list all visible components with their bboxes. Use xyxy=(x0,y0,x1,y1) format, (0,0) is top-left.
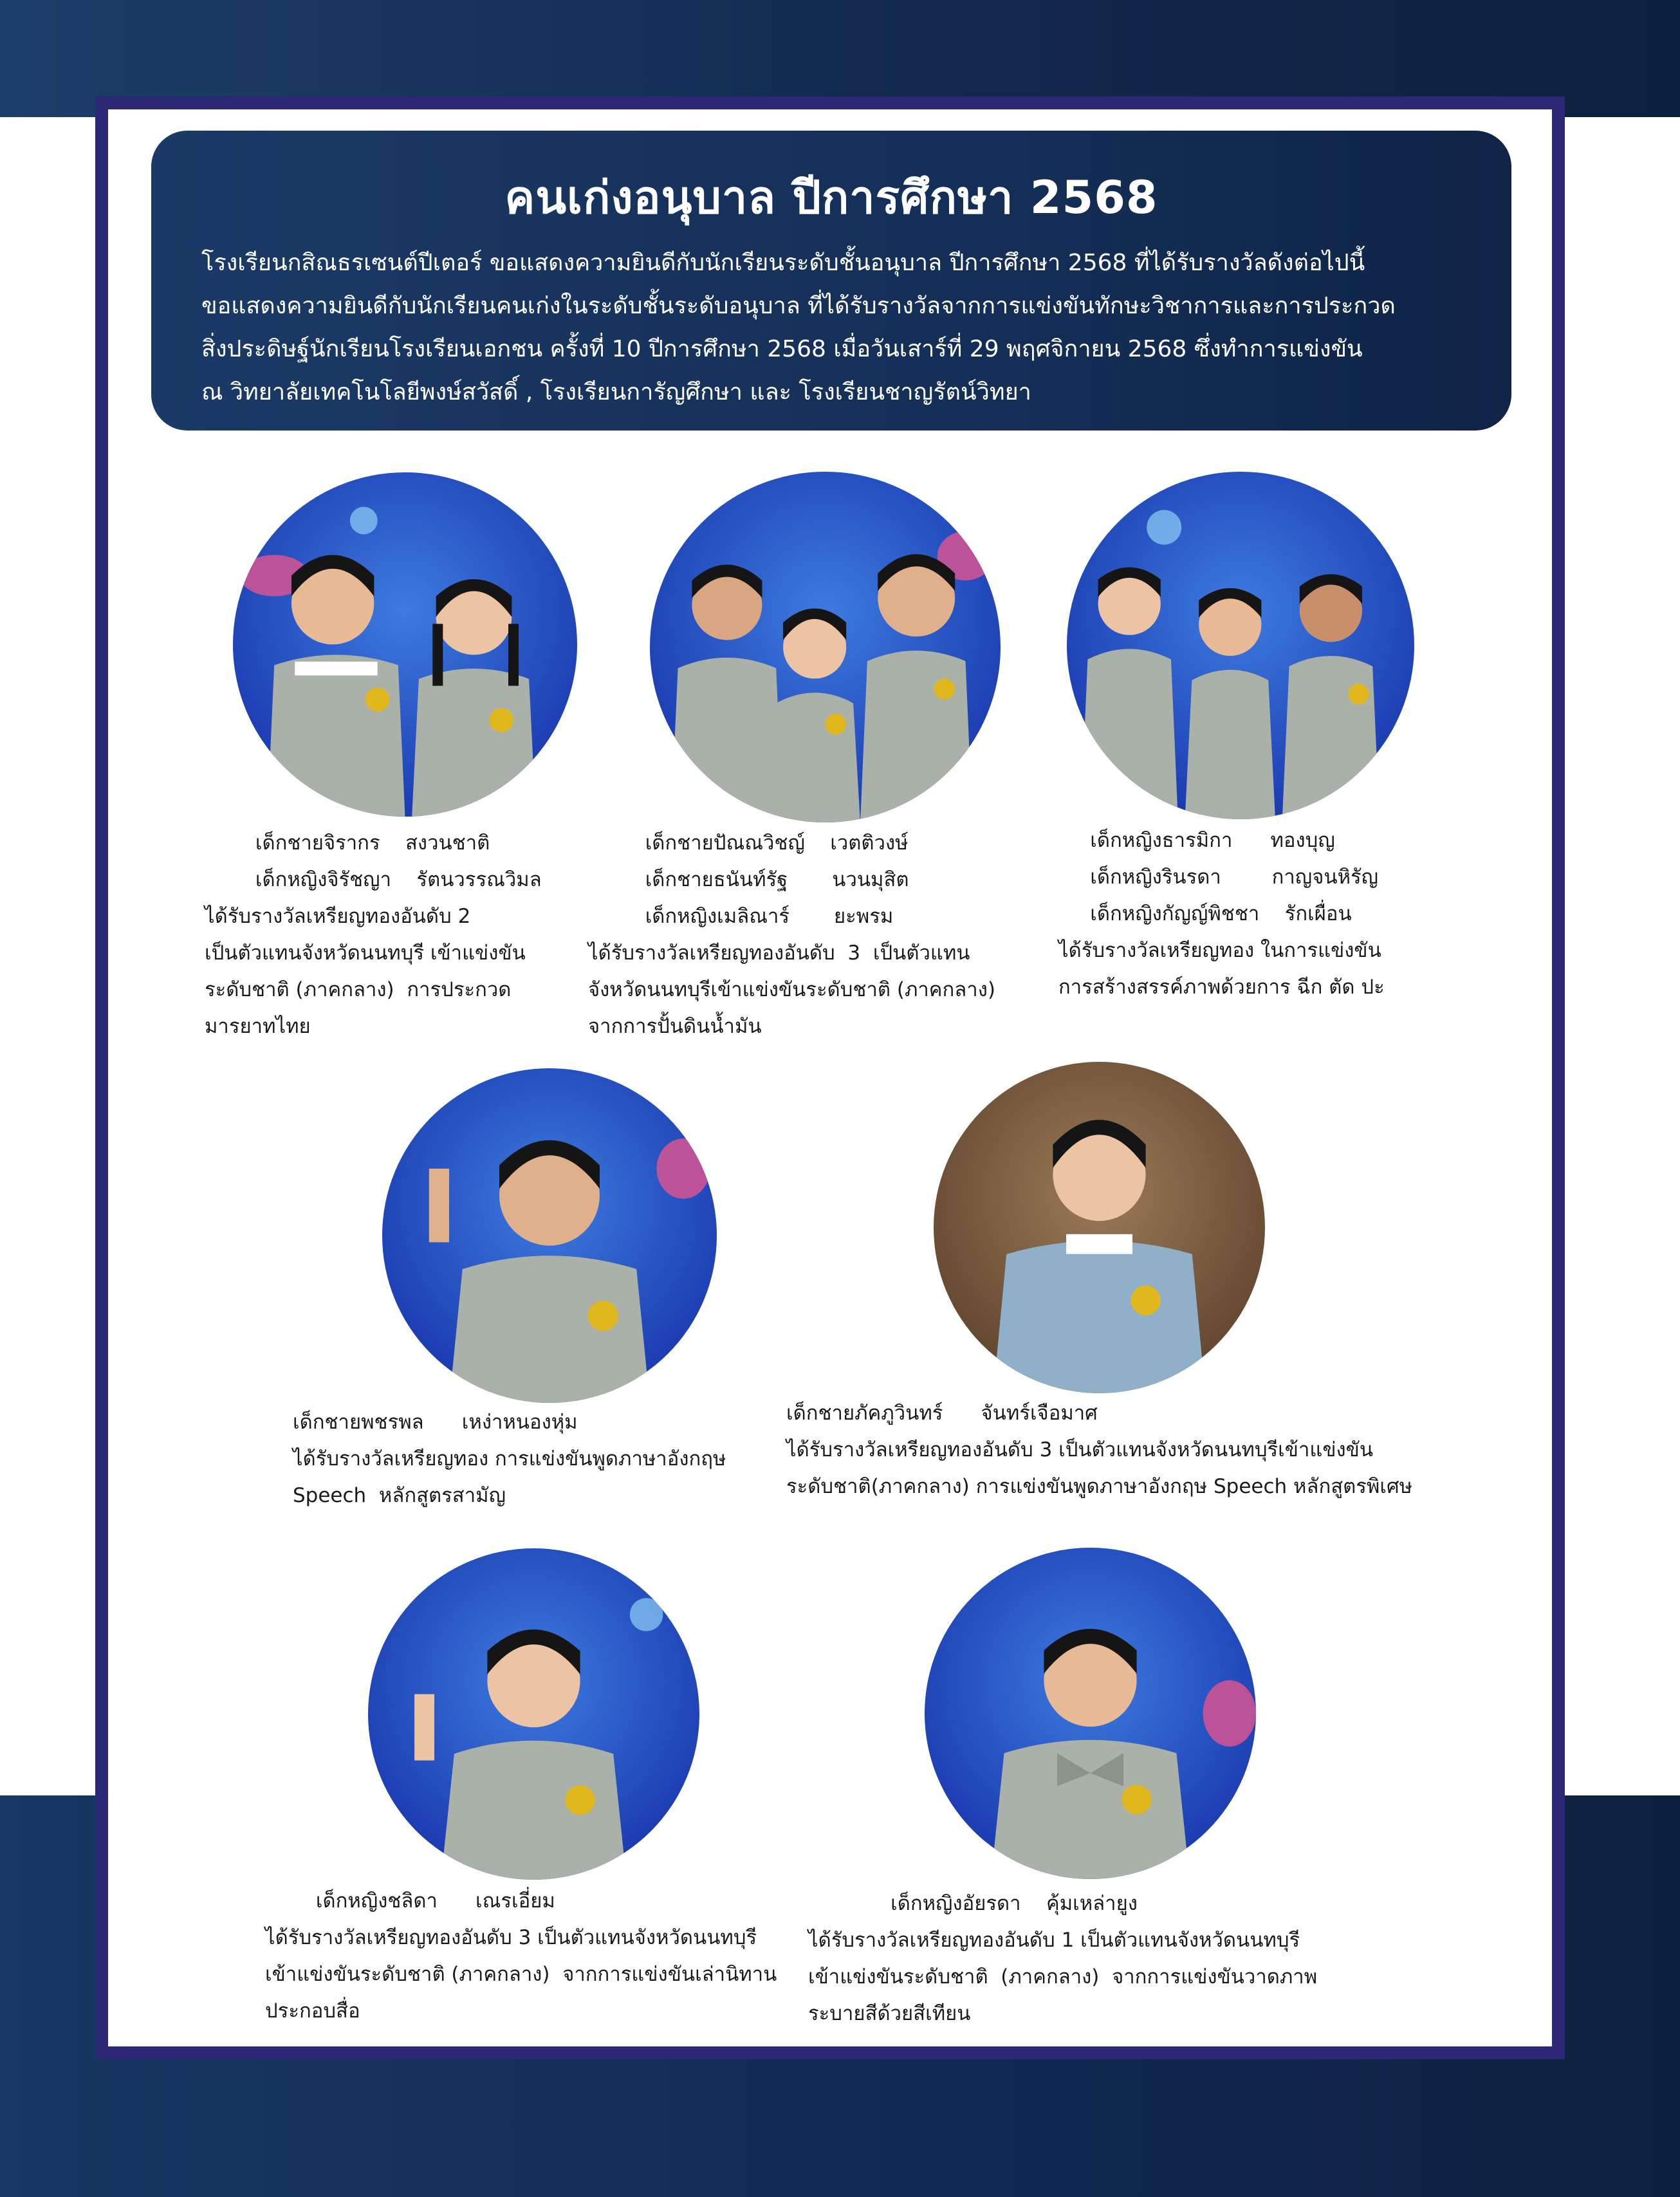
award-caption-5: เด็กชายภัคภูวินทร์ จันทร์เจือมาศ ได้รับรางวัลเหรียญทองอันดับ 3 เป็นตัวแทนจังหวัดนนทบุรีเข้าแข่งขัน ระดับชาติ(ภาคกลาง) การแข่งขันพูดภาษาอังกฤษ Speech หลักสูตรพิเศษ xyxy=(786,1402,1413,1498)
award-caption-7: เด็กหญิงอัยรดา คุ้มเหล่ายูง ได้รับรางวัลเหรียญทองอันดับ 1 เป็นตัวแทนจังหวัดนนทบุรี เข้าแข่งขันระดับชาติ (ภาคกลาง) จากการแข่งขันวาดภาพ ระบายสีด้วยสีเทียน xyxy=(808,1892,1318,2025)
header-banner xyxy=(151,131,1511,431)
award-photo-1 xyxy=(233,472,577,817)
award-photo-4 xyxy=(382,1068,717,1403)
award-caption-3: เด็กหญิงธารมิกา ทองบุญ เด็กหญิงรินรดา กาญจนหิรัญ เด็กหญิงกัญญ์พิชชา รักเผื่อน ได้รับรางวัลเหรียญทอง ในการแข่งขัน การสร้างสรรค์ภาพด้วยการ ฉีก ตัด ปะ xyxy=(1058,829,1385,999)
award-caption-1: เด็กชายจิรากร สงวนชาติ เด็กหญิงจิรัชญา รัตนวรรณวิมล ได้รับรางวัลเหรียญทองอันดับ 2 เป็นตัวแทนจังหวัดนนทบุรี เข้าแข่งขัน ระดับชาติ (ภาคกลาง) การประกวด มารยาทไทย xyxy=(205,831,542,1038)
award-photo-7 xyxy=(925,1548,1256,1879)
award-caption-6: เด็กหญิงชลิดา เณรเอี่ยม ได้รับรางวัลเหรียญทองอันดับ 3 เป็นตัวแทนจังหวัดนนทบุรี เข้าแข่งขันระดับชาติ (ภาคกลาง) จากการแข่งขันเล่านิทาน ประกอบสื่อ xyxy=(265,1889,777,2023)
award-photo-3 xyxy=(1067,472,1414,819)
award-photo-2 xyxy=(650,472,1001,822)
award-caption-4: เด็กชายพชรพล เหง่าหนองหุ่ม ได้รับรางวัลเหรียญทอง การแข่งขันพูดภาษาอังกฤษ Speech หลักสูตรสามัญ xyxy=(293,1411,726,1507)
award-photo-6 xyxy=(368,1548,699,1880)
page-description: โรงเรียนกสิณธรเซนต์ปีเตอร์ ขอแสดงความยินดีกับนักเรียนระดับชั้นอนุบาล ปีการศึกษา 2568 ที่ได้รับรางวัลดังต่อไปนี้ ขอแสดงความยินดีกับนักเรียนคนเก่งในระดับชั้นระดับอนุบาล ที่ได้รับรางวัลจากการแข่งขันทักษะวิชาการและการประกวด สิ่งประดิษฐ์นักเรียนโรงเรียนเอกชน ครั้งที่ 10 ปีการศึกษา 2568 เมื่อวันเสาร์ที่ 29 พฤศจิกายน 2568 ซึ่งทำการแข่งขัน ณ วิทยาลัยเทคโนโลยีพงษ์สวัสดิ์ , โรงเรียนการัญศึกษา และ โรงเรียนชาญรัตน์วิทยา xyxy=(201,250,1396,405)
page-title: คนเก่งอนุบาล ปีการศึกษา 2568 xyxy=(504,171,1158,224)
award-caption-2: เด็กชายปัณณวิชญ์ เวตติวงษ์ เด็กชายธนันท์รัฐ นวนมุสิต เด็กหญิงเมลิณาร์ ยะพรม ได้รับรางวัลเหรียญทองอันดับ 3 เป็นตัวแทน จังหวัดนนทบุรีเข้าแข่งขันระดับชาติ (ภาคกลาง) จากการปั้นดินน้ำมัน xyxy=(588,831,995,1038)
award-photo-5 xyxy=(934,1062,1265,1393)
